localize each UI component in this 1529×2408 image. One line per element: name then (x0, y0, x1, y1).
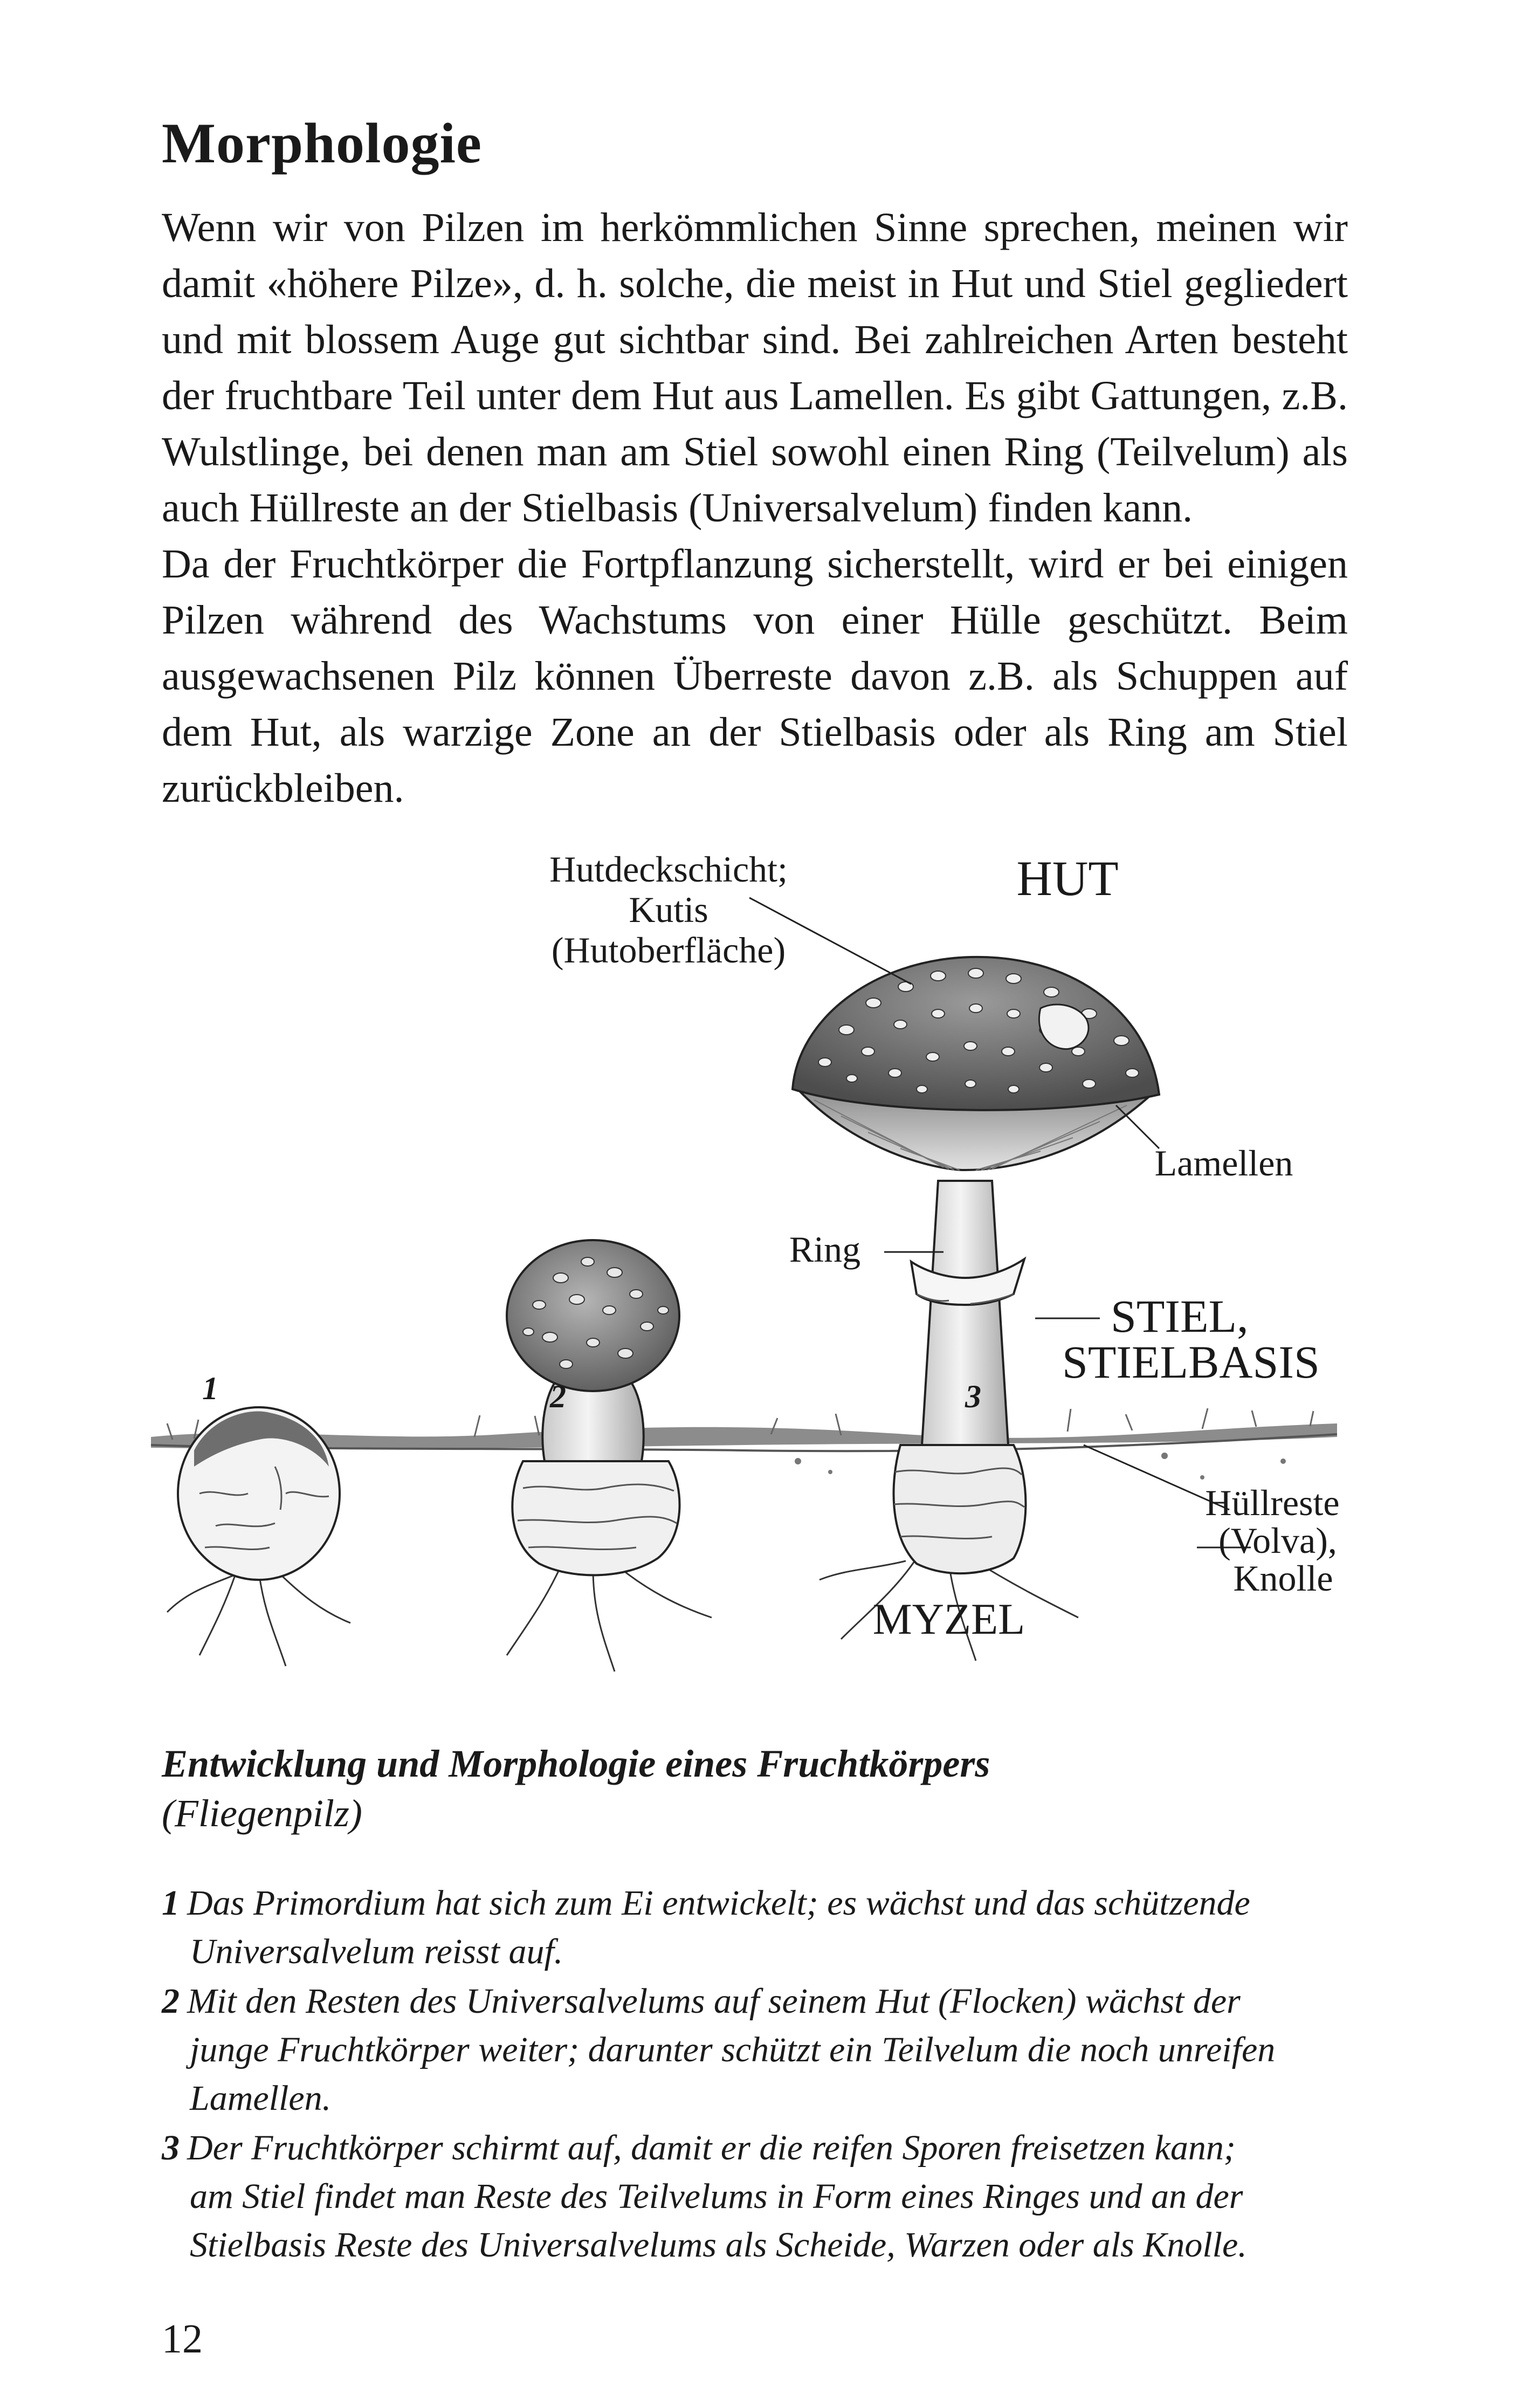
step-item-1 (162, 1879, 1321, 1976)
figure-caption-subtitle: (Fliegenpilz) (162, 1792, 362, 1835)
label-myzel: MYZEL (872, 1594, 1025, 1643)
body-text (162, 199, 1348, 816)
step-text-line-1: Das Primordium hat sich zum Ei entwickelt; es wächst und das schützende (187, 1883, 1250, 1923)
stage-number-1: 1 (202, 1371, 218, 1406)
stage-number-3: 3 (965, 1379, 981, 1414)
label-hutdeckschicht: Hutdeckschicht; (549, 849, 788, 890)
step-text-line-3: Stielbasis Reste des Universalvelums als Scheide, Warzen oder als Knolle. (190, 2225, 1247, 2265)
mushroom-illustration (151, 847, 1380, 1688)
page-title: Morphologie (162, 112, 482, 175)
step-number: 2 (162, 1982, 180, 2021)
page-number: 12 (162, 2316, 203, 2362)
stage-number-2: 2 (550, 1379, 566, 1414)
figure-caption-title: Entwicklung und Morphologie eines Fruchtkörpers (162, 1742, 990, 1785)
step-text-line-1: Der Fruchtkörper schirmt auf, damit er die reifen Sporen freisetzen kann; (187, 2128, 1236, 2168)
step-text-line-2: am Stiel findet man Reste des Teilvelums in Form eines Ringes und an der (190, 2177, 1243, 2216)
step-number: 1 (162, 1883, 180, 1923)
label-stiel: STIEL, (1111, 1290, 1249, 1342)
label-stielbasis: STIELBASIS (1062, 1336, 1320, 1388)
label-hutoberflaeche: (Hutoberfläche) (551, 930, 786, 971)
step-text-line-2: Universalvelum reisst auf. (190, 1932, 563, 1971)
label-hut: HUT (1016, 851, 1119, 906)
step-item-2 (162, 1977, 1321, 2123)
step-text-line-3: Lamellen. (190, 2079, 332, 2118)
step-item-3 (162, 2124, 1321, 2269)
mushroom-stage-1-egg (178, 1407, 340, 1580)
label-kutis: Kutis (629, 889, 708, 930)
step-text-line-1: Mit den Resten des Universalvelums auf seinem Hut (Flocken) wächst der (187, 1982, 1241, 2021)
mushroom-stage-2-young (507, 1240, 679, 1575)
step-list (162, 1879, 1321, 2271)
paragraph-1: Wenn wir von Pilzen im herkömmlichen Sinne sprechen, meinen wir damit «höhere Pilze», d. h. solche, die meist in Hut und Stiel gegliedert und mit blossem Auge gut sichtbar sind. Bei zahlreichen Arten besteht der fruchtbare Teil unter dem Hut aus Lamellen. Es gibt Gattungen, z.B. Wulstlinge, bei denen man am Stiel sowohl einen Ring (Teilvelum) als auch Hüllreste an der Stielbasis (Universalvelum) finden kann. (162, 205, 1348, 531)
label-volva: (Volva), (1218, 1520, 1337, 1561)
step-text-line-2: junge Fruchtkörper weiter; darunter schützt ein Teilvelum die noch unreifen (190, 2030, 1276, 2069)
mushroom-drawing (151, 847, 1380, 1688)
step-number: 3 (162, 2128, 180, 2168)
paragraph-2: Da der Fruchtkörper die Fortpflanzung sicherstellt, wird er bei einigen Pilzen während des Wachstums von einer Hülle geschützt. Beim ausgewachsenen Pilz können Überreste davon z.B. als Schuppen auf dem Hut, als warzige Zone an der Stielbasis oder als Ring am Stiel zurückbleiben. (162, 541, 1348, 811)
label-knolle: Knolle (1233, 1558, 1333, 1599)
label-huellreste: Hüllreste (1205, 1482, 1340, 1523)
label-ring: Ring (789, 1229, 861, 1270)
label-lamellen: Lamellen (1154, 1143, 1293, 1184)
